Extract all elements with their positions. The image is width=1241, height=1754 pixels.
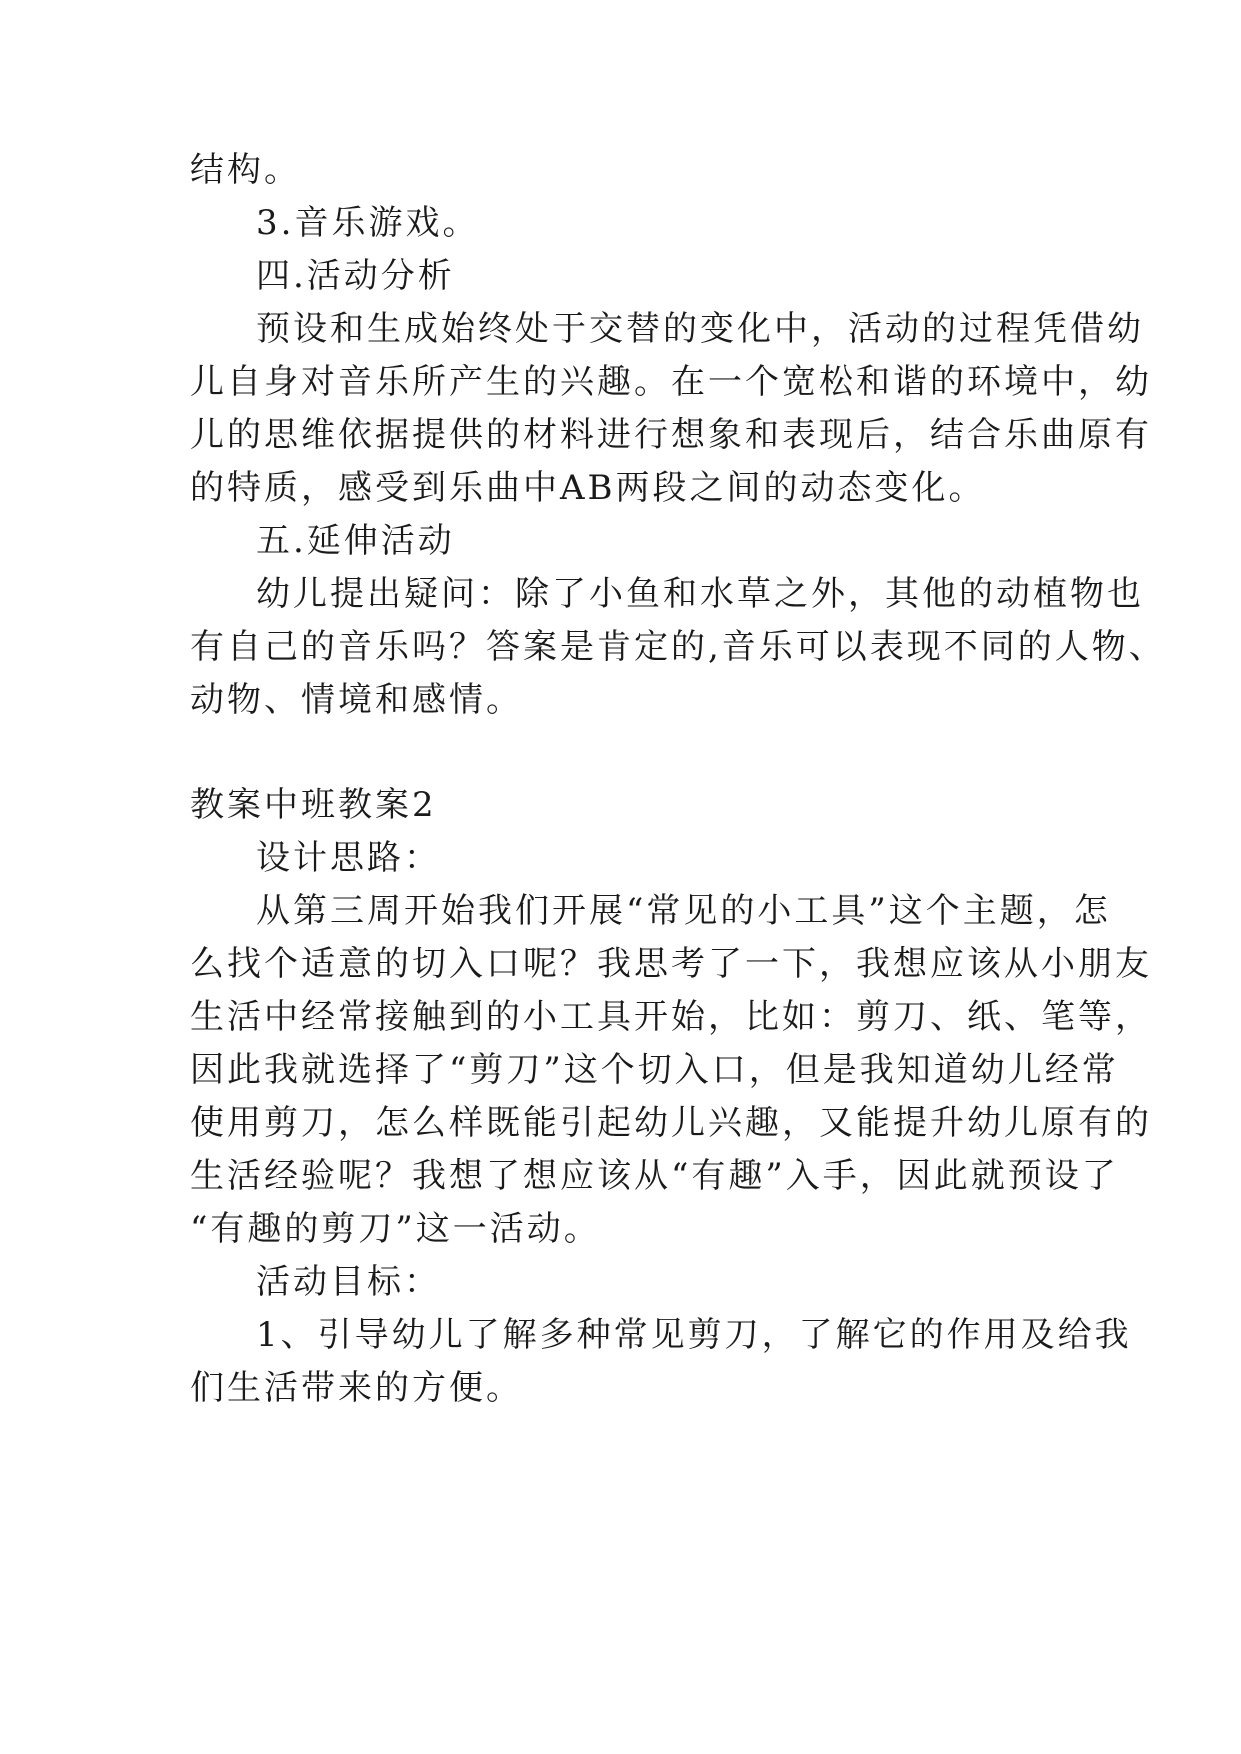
section-heading: 设计思路：: [256, 838, 441, 878]
document-title: 教案中班教案2: [190, 785, 437, 825]
text-line: 预设和生成始终处于交替的变化中，活动的过程凭借幼: [256, 309, 1144, 349]
text-line: 动物、情境和感情。: [190, 680, 523, 720]
section-heading: 四.活动分析: [256, 256, 455, 296]
list-item: 3.音乐游戏。: [256, 203, 480, 243]
section-heading: 五.延伸活动: [256, 521, 455, 561]
section-heading: 活动目标：: [256, 1262, 441, 1302]
text-line: “有趣的剪刀”这一活动。: [190, 1209, 601, 1249]
list-item: 1、引导幼儿了解多种常见剪刀，了解它的作用及给我: [256, 1315, 1132, 1355]
text-line: 儿自身对音乐所产生的兴趣。在一个宽松和谐的环境中，幼: [190, 362, 1152, 402]
text-line: 生活中经常接触到的小工具开始，比如：剪刀、纸、笔等，: [190, 997, 1152, 1037]
text-line: 的特质，感受到乐曲中AB两段之间的动态变化。: [190, 468, 986, 508]
text-line: 儿的思维依据提供的材料进行想象和表现后，结合乐曲原有: [190, 415, 1152, 455]
text-line: 从第三周开始我们开展“常见的小工具”这个主题，怎: [256, 891, 1111, 931]
text-line: 因此我就选择了“剪刀”这个切入口，但是我知道幼儿经常: [190, 1050, 1119, 1090]
text-line: 生活经验呢？我想了想应该从“有趣”入手，因此就预设了: [190, 1156, 1119, 1196]
text-line: 们生活带来的方便。: [190, 1368, 523, 1408]
text-line: 幼儿提出疑问：除了小鱼和水草之外，其他的动植物也: [256, 574, 1144, 614]
text-line: 使用剪刀，怎么样既能引起幼儿兴趣，又能提升幼儿原有的: [190, 1103, 1152, 1143]
text-line: 有自己的音乐吗？答案是肯定的,音乐可以表现不同的人物、: [190, 627, 1166, 667]
text-line: 么找个适意的切入口呢？我思考了一下，我想应该从小朋友: [190, 944, 1152, 984]
text-line: 结构。: [190, 150, 301, 190]
